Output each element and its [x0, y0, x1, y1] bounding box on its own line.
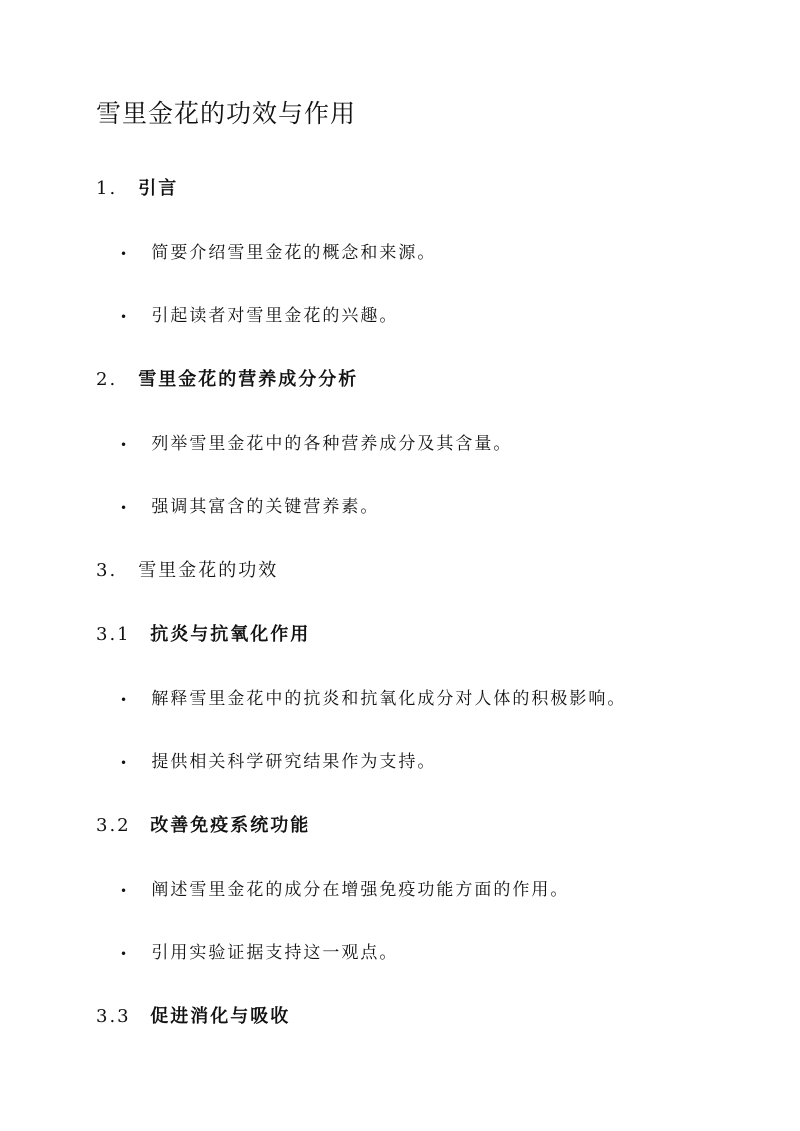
list-item: [120, 938, 398, 963]
section-heading-3: [96, 556, 278, 582]
section-title: 引言: [138, 178, 179, 199]
bullet-icon: •: [120, 437, 130, 452]
section-heading-1: [96, 174, 178, 200]
list-item-text: 列举雪里金花中的各种营养成分及其含量。: [151, 434, 513, 454]
subsection-number: 3.1: [96, 624, 131, 645]
list-item: [120, 875, 569, 900]
subsection-heading-3-1: [96, 620, 310, 646]
subsection-heading-3-3: [96, 1002, 290, 1028]
subsection-heading-3-2: [96, 811, 310, 837]
subsection-number: 3.2: [96, 815, 131, 836]
list-item: [120, 747, 436, 772]
list-item-text: 强调其富含的关键营养素。: [151, 497, 380, 517]
document-title: 雪里金花的功效与作用: [96, 99, 357, 128]
subsection-number: 3.3: [96, 1006, 131, 1027]
list-item: [120, 429, 512, 454]
bullet-icon: •: [120, 692, 130, 707]
section-title: 雪里金花的营养成分分析: [138, 369, 359, 390]
list-item: [120, 492, 379, 517]
section-heading-2: [96, 365, 358, 391]
bullet-icon: •: [120, 946, 130, 961]
bullet-icon: •: [120, 246, 130, 261]
bullet-icon: •: [120, 755, 130, 770]
list-item-text: 提供相关科学研究结果作为支持。: [151, 752, 437, 772]
list-item: [120, 684, 626, 709]
subsection-title: 抗炎与抗氧化作用: [150, 624, 311, 645]
list-item: [120, 301, 398, 326]
section-number: 1.: [96, 178, 118, 199]
subsection-title: 改善免疫系统功能: [150, 815, 311, 836]
section-number: 3.: [96, 560, 118, 581]
section-title: 雪里金花的功效: [138, 560, 279, 581]
list-item: [120, 238, 436, 263]
bullet-icon: •: [120, 309, 130, 324]
list-item-text: 阐述雪里金花的成分在增强免疫功能方面的作用。: [151, 880, 570, 900]
section-number: 2.: [96, 369, 118, 390]
bullet-icon: •: [120, 500, 130, 515]
list-item-text: 解释雪里金花中的抗炎和抗氧化成分对人体的积极影响。: [151, 689, 627, 709]
list-item-text: 引用实验证据支持这一观点。: [151, 943, 399, 963]
bullet-icon: •: [120, 883, 130, 898]
list-item-text: 简要介绍雪里金花的概念和来源。: [151, 243, 437, 263]
list-item-text: 引起读者对雪里金花的兴趣。: [151, 306, 399, 326]
subsection-title: 促进消化与吸收: [150, 1006, 291, 1027]
